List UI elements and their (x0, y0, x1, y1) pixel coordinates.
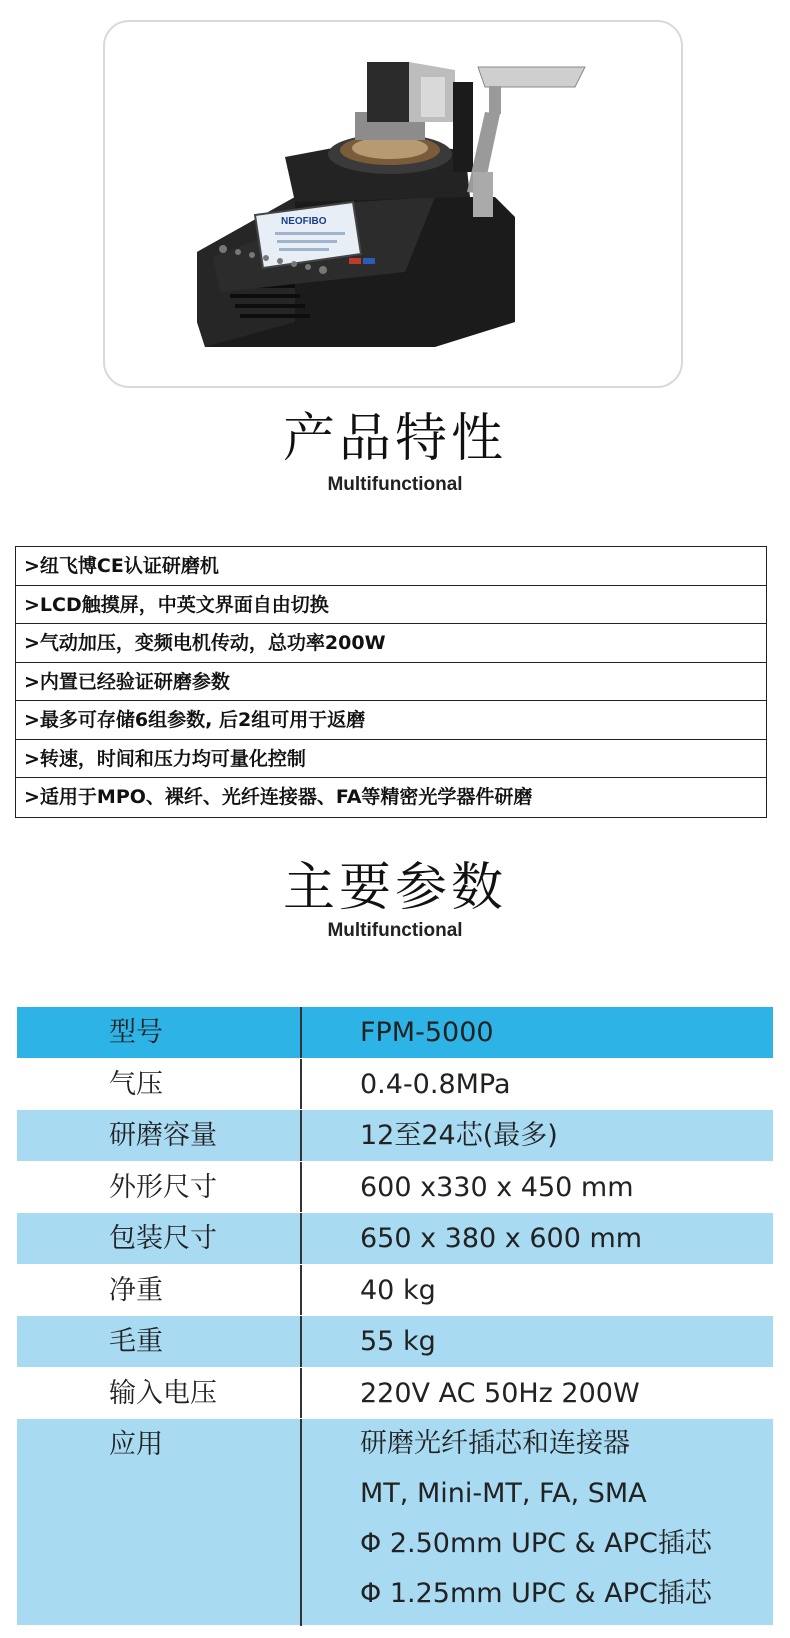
spec-key: 外形尺寸 (17, 1162, 302, 1213)
spec-key: 包装尺寸 (17, 1213, 302, 1264)
spec-value: FPM-5000 (360, 1017, 494, 1048)
spec-value: 220V AC 50Hz 200W (360, 1377, 640, 1409)
feature-item: >最多可存储6组参数, 后2组可用于返磨 (16, 701, 766, 740)
spec-value: 650 x 380 x 600 mm (360, 1223, 643, 1254)
spec-value: 40 kg (360, 1274, 436, 1306)
brand-logo: NEOFIBO (281, 216, 327, 227)
spec-key: 型号 (17, 1007, 302, 1058)
spec-row-net-weight (17, 1265, 773, 1317)
application-line: 研磨光纤插芯和连接器 (360, 1428, 630, 1459)
feature-item: >LCD触摸屏，中英文界面自由切换 (16, 586, 766, 625)
spec-value: 600 x330 x 450 mm (360, 1171, 634, 1203)
application-line: Φ 2.50mm UPC & APC插芯 (360, 1528, 712, 1559)
feature-item: >纽飞博CE认证研磨机 (16, 547, 766, 586)
spec-value-list (302, 1419, 773, 1619)
spec-row-input-voltage (17, 1368, 773, 1420)
spec-row-package-size (17, 1213, 773, 1265)
feature-item: >适用于MPO、裸纤、光纤连接器、FA等精密光学器件研磨 (24, 786, 533, 808)
specs-table (17, 1007, 773, 1626)
spec-row-dimensions (17, 1162, 773, 1214)
spec-row-pressure (17, 1059, 773, 1111)
spec-row-gross-weight (17, 1316, 773, 1368)
spec-key: 应用 (17, 1419, 302, 1626)
application-line: Φ 1.25mm UPC & APC插芯 (360, 1578, 712, 1609)
spec-key: 输入电压 (17, 1368, 302, 1419)
spec-value: 55 kg (360, 1326, 436, 1357)
spec-key: 研磨容量 (17, 1110, 302, 1161)
spec-row-application (17, 1419, 773, 1626)
product-photo-card (103, 20, 683, 388)
specs-subtitle: Multifunctional (327, 920, 463, 941)
spec-value: 0.4-0.8MPa (360, 1068, 511, 1100)
spec-value: 12至24芯(最多) (360, 1120, 558, 1151)
features-list (15, 546, 767, 818)
polishing-machine-illustration (105, 22, 681, 386)
features-title: 产品特性 (282, 409, 507, 469)
spec-key: 毛重 (17, 1316, 302, 1367)
application-line: MT, Mini-MT, FA, SMA (360, 1478, 647, 1509)
features-subtitle: Multifunctional (327, 474, 463, 495)
specs-title: 主要参数 (282, 858, 507, 918)
spec-row-capacity (17, 1110, 773, 1162)
spec-key: 净重 (17, 1265, 302, 1316)
feature-item: >内置已经验证研磨参数 (16, 663, 766, 702)
feature-item: >气动加压，变频电机传动，总功率200W (16, 624, 766, 663)
feature-item: >转速，时间和压力均可量化控制 (16, 740, 766, 779)
spec-row-model (17, 1007, 773, 1059)
spec-key: 气压 (17, 1059, 302, 1110)
